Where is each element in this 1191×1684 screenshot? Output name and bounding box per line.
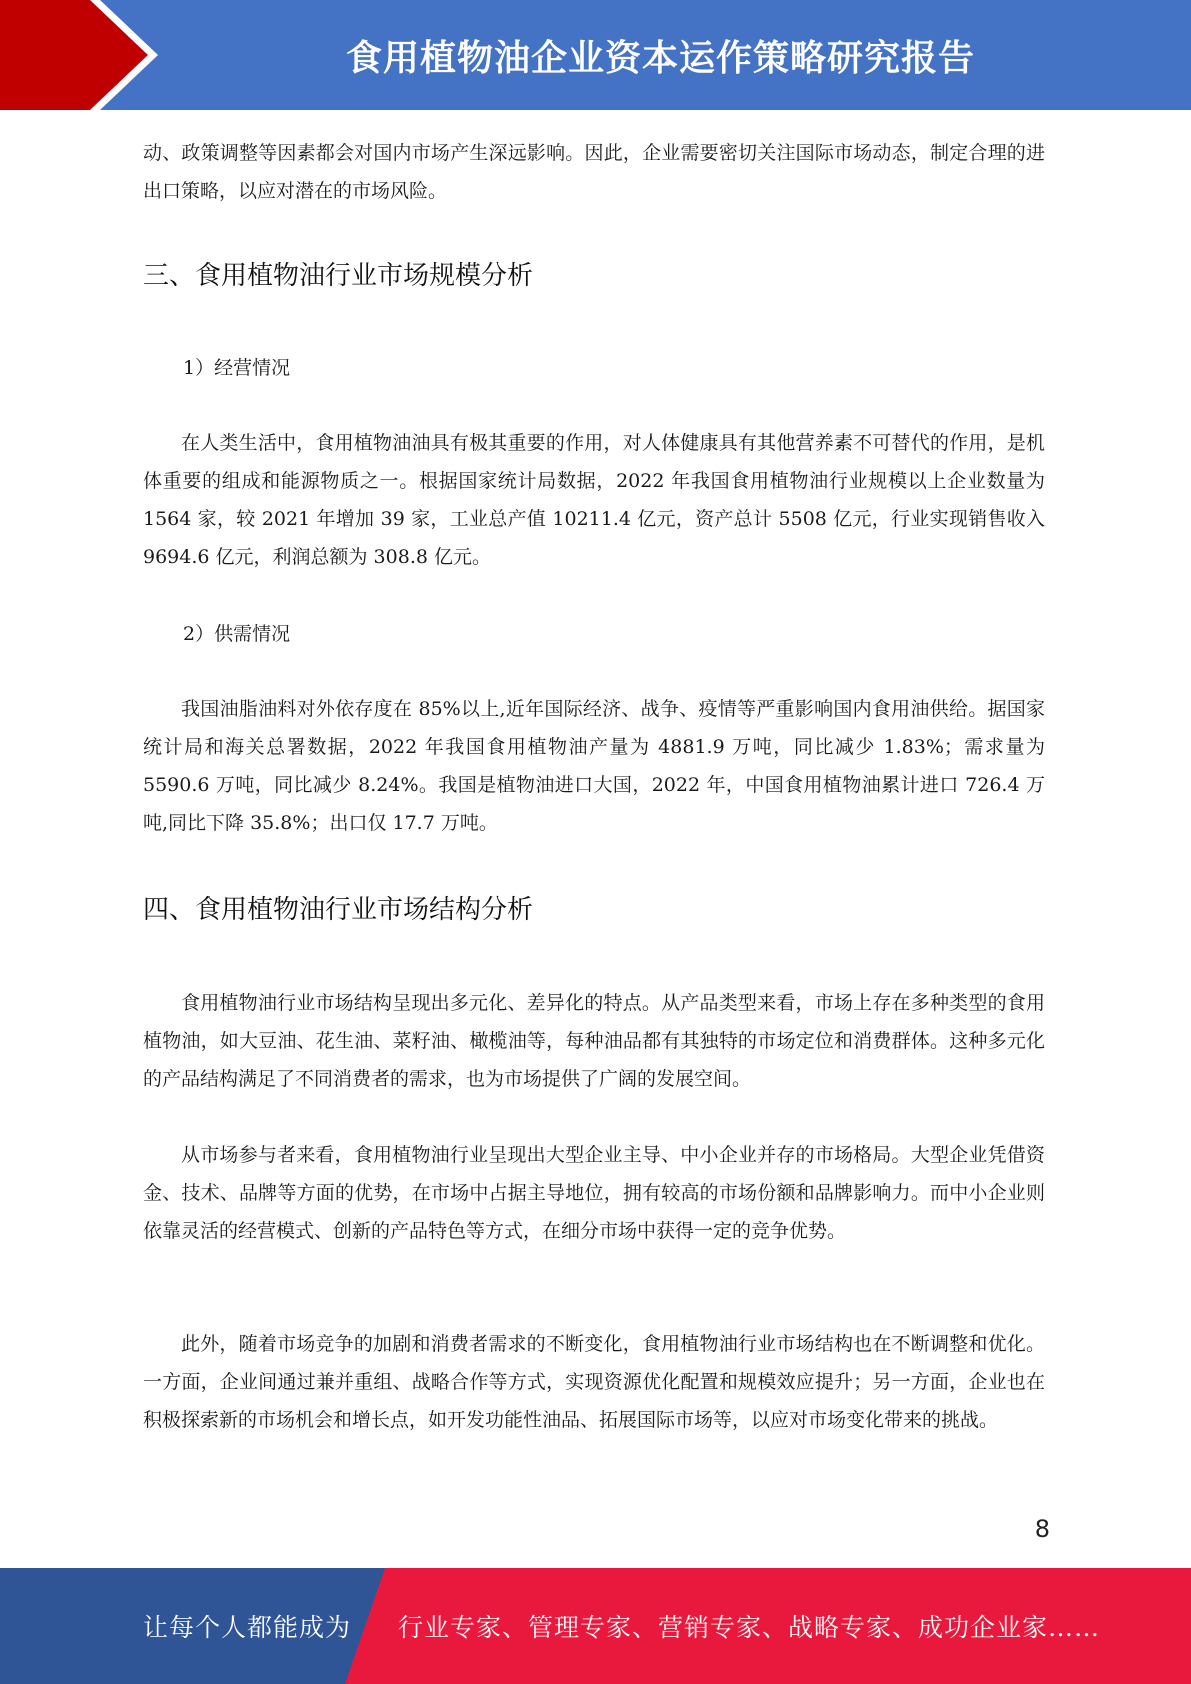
paragraph-supply-demand: 我国油脂油料对外依存度在 85%以上,近年国际经济、战争、疫情等严重影响国内食用油供给。据国家统计局和海关总署数据，2022 年我国食用植物油产量为 4881.9 万吨，同比减少 1.83%；需求量为 5590.6 万吨，同比减少 8.24%。我国是植物油进口大国，2022 年，中国食用植物油累计进口 726.4 万吨,同比下降 35.8%；出口仅 17.7 万吨。 [143, 698, 1045, 834]
footer-slogan-right: 行业专家、管理专家、营销专家、战略专家、成功企业家…… [398, 1613, 1101, 1642]
paragraph-operations: 在人类生活中，食用植物油油具有极其重要的作用，对人体健康具有其他营养素不可替代的作用，是机体重要的组成和能源物质之一。根据国家统计局数据，2022 年我国食用植物油行业规模以上企业数量为 1564 家，较 2021 年增加 39 家，工业总产值 10211.4 亿元，资产总计 5508 亿元，行业实现销售收入 9694.6 亿元，利润总额为 308.8 亿元。 [143, 432, 1045, 568]
subheading-operations: 1）经营情况 [183, 357, 291, 379]
page-number: 8 [1034, 1515, 1050, 1543]
header-banner [0, 0, 1191, 110]
subheading-supply-demand: 2）供需情况 [183, 623, 291, 645]
paragraph-structure-1: 食用植物油行业市场结构呈现出多元化、差异化的特点。从产品类型来看，市场上存在多种类型的食用植物油，如大豆油、花生油、菜籽油、橄榄油等，每种油品都有其独特的市场定位和消费群体。这种多元化的产品结构满足了不同消费者的需求，也为市场提供了广阔的发展空间。 [143, 992, 1045, 1090]
footer-banner [0, 1568, 1191, 1684]
section-heading-market-structure: 四、食用植物油行业市场结构分析 [143, 895, 534, 925]
document-title: 食用植物油企业资本运作策略研究报告 [345, 37, 975, 79]
footer-slogan-left: 让每个人都能成为 [143, 1613, 352, 1642]
intro-paragraph: 动、政策调整等因素都会对国内市场产生深远影响。因此，企业需要密切关注国际市场动态，制定合理的进出口策略，以应对潜在的市场风险。 [143, 142, 1045, 202]
section-heading-market-size: 三、食用植物油行业市场规模分析 [143, 261, 534, 291]
paragraph-structure-2: 从市场参与者来看，食用植物油行业呈现出大型企业主导、中小企业并存的市场格局。大型企业凭借资金、技术、品牌等方面的优势，在市场中占据主导地位，拥有较高的市场份额和品牌影响力。而中小企业则依靠灵活的经营模式、创新的产品特色等方式，在细分市场中获得一定的竞争优势。 [143, 1144, 1045, 1242]
paragraph-structure-3: 此外，随着市场竞争的加剧和消费者需求的不断变化，食用植物油行业市场结构也在不断调整和优化。一方面，企业间通过兼并重组、战略合作等方式，实现资源优化配置和规模效应提升；另一方面，企业也在积极探索新的市场机会和增长点，如开发功能性油品、拓展国际市场等，以应对市场变化带来的挑战。 [143, 1333, 1045, 1431]
